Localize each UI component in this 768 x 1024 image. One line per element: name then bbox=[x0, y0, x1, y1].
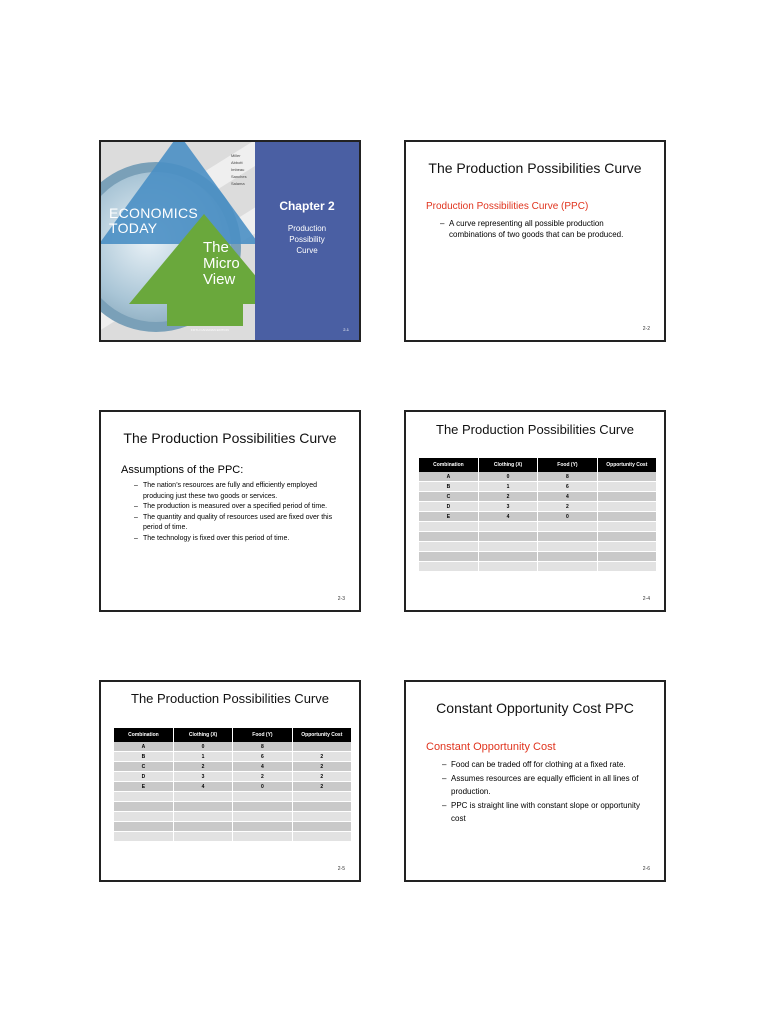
table-cell bbox=[173, 802, 232, 812]
slide-subhead: Constant Opportunity Cost bbox=[426, 741, 556, 753]
table-cell bbox=[233, 822, 292, 832]
table-cell bbox=[173, 812, 232, 822]
table-body bbox=[419, 472, 657, 572]
slide-title: The Production Possibilities Curve bbox=[436, 422, 634, 437]
chapter-title: Production Possibility Curve bbox=[287, 224, 327, 255]
slide-subhead: Production Possibilities Curve (PPC) bbox=[426, 201, 589, 212]
table-cell bbox=[597, 492, 656, 502]
column-header: Opportunity Cost bbox=[292, 728, 351, 742]
table-cell bbox=[173, 832, 232, 842]
bullet-item: – Assumes resources are equally efficient in all lines of production. bbox=[442, 773, 639, 796]
table-cell bbox=[478, 552, 537, 562]
page-number: 2-4 bbox=[642, 596, 650, 602]
table-cell: 2 bbox=[478, 492, 537, 502]
table-cell bbox=[114, 822, 173, 832]
table-row bbox=[114, 762, 352, 772]
ppc-table bbox=[419, 458, 657, 572]
table-cell bbox=[597, 532, 656, 542]
table-cell: A bbox=[419, 472, 478, 482]
bullet-item: – The technology is fixed over this period of time. bbox=[134, 534, 290, 542]
table-cell bbox=[597, 542, 656, 552]
table-cell bbox=[173, 822, 232, 832]
table-cell: 3 bbox=[173, 772, 232, 782]
bullet-item: – The nation’s resources are fully and efficiently employed producing just these two goods or services. bbox=[134, 482, 318, 500]
table-cell bbox=[419, 532, 478, 542]
author-list: Miller Abbott Imbeau Sanches Salama bbox=[231, 153, 247, 186]
page-number: 2-1 bbox=[343, 327, 349, 332]
table-cell: 4 bbox=[173, 782, 232, 792]
bullet-list bbox=[134, 481, 334, 544]
table-cell bbox=[538, 532, 597, 542]
column-header: Combination bbox=[114, 728, 173, 742]
slide-title: The Production Possibilities Curve bbox=[428, 160, 642, 176]
table-cell bbox=[292, 802, 351, 812]
table-row bbox=[419, 502, 657, 512]
slide-constant-opportunity-cost bbox=[404, 680, 666, 882]
table-cell: 2 bbox=[173, 762, 232, 772]
table-row bbox=[419, 542, 657, 552]
table-cell: E bbox=[419, 512, 478, 522]
slide-assumptions bbox=[99, 410, 361, 612]
table-cell: 4 bbox=[478, 512, 537, 522]
table-cell bbox=[419, 542, 478, 552]
table-cell bbox=[597, 552, 656, 562]
table-cell: D bbox=[419, 502, 478, 512]
table-cell bbox=[597, 482, 656, 492]
table-cell: 2 bbox=[292, 782, 351, 792]
table-cell: C bbox=[419, 492, 478, 502]
column-header: Combination bbox=[419, 458, 478, 472]
bullet-item: – A curve representing all possible production combinations of two goods that can be produced. bbox=[440, 219, 624, 239]
table-cell: 6 bbox=[538, 482, 597, 492]
table-row bbox=[114, 782, 352, 792]
table-cell bbox=[478, 542, 537, 552]
table-cell: 2 bbox=[233, 772, 292, 782]
table-header-row bbox=[114, 728, 352, 742]
table-cell bbox=[233, 802, 292, 812]
table-row bbox=[114, 742, 352, 752]
table-header-row bbox=[419, 458, 657, 472]
table-row bbox=[419, 512, 657, 522]
table-row bbox=[419, 532, 657, 542]
table-row bbox=[114, 832, 352, 842]
table-cell: 0 bbox=[478, 472, 537, 482]
table-cell bbox=[597, 562, 656, 572]
bullet-list bbox=[442, 758, 652, 826]
slide-title: Constant Opportunity Cost PPC bbox=[436, 700, 634, 716]
slide-title: The Production Possibilities Curve bbox=[123, 430, 337, 446]
table-cell bbox=[114, 792, 173, 802]
slide-subhead: Assumptions of the PPC: bbox=[121, 464, 244, 476]
table-cell bbox=[419, 552, 478, 562]
table-cell bbox=[597, 502, 656, 512]
table-row bbox=[419, 552, 657, 562]
bullet-item: – The quantity and quality of resources used are fixed over this period of time. bbox=[134, 513, 333, 531]
table-cell bbox=[478, 532, 537, 542]
table-cell: 8 bbox=[233, 742, 292, 752]
table-cell bbox=[538, 562, 597, 572]
column-header: Clothing (X) bbox=[478, 458, 537, 472]
table-body bbox=[114, 742, 352, 842]
table-cell bbox=[478, 562, 537, 572]
table-row bbox=[114, 792, 352, 802]
page-number: 2-2 bbox=[642, 326, 650, 332]
table-row bbox=[114, 802, 352, 812]
table-cell: C bbox=[114, 762, 173, 772]
table-row bbox=[114, 772, 352, 782]
table-cell: 0 bbox=[173, 742, 232, 752]
table-cell: 0 bbox=[233, 782, 292, 792]
table-cell bbox=[292, 812, 351, 822]
book-title: ECONOMICS TODAY bbox=[109, 205, 199, 236]
page-number: 2-5 bbox=[337, 866, 345, 872]
table-cell bbox=[292, 832, 351, 842]
table-cell bbox=[538, 522, 597, 532]
table-row bbox=[419, 492, 657, 502]
table-row bbox=[419, 472, 657, 482]
table-cell bbox=[292, 822, 351, 832]
table-cell: 4 bbox=[233, 762, 292, 772]
table-cell: 1 bbox=[478, 482, 537, 492]
table-cell: A bbox=[114, 742, 173, 752]
table-cell: E bbox=[114, 782, 173, 792]
table-cell bbox=[233, 792, 292, 802]
table-cell bbox=[419, 562, 478, 572]
table-cell bbox=[173, 792, 232, 802]
table-row bbox=[114, 752, 352, 762]
table-row bbox=[114, 822, 352, 832]
slide-cover bbox=[99, 140, 361, 342]
column-header: Clothing (X) bbox=[173, 728, 232, 742]
table-cell: 8 bbox=[538, 472, 597, 482]
bullet-item: – PPC is straight line with constant slope or opportunity cost bbox=[442, 800, 640, 823]
table-cell bbox=[114, 812, 173, 822]
table-row bbox=[114, 812, 352, 822]
table-cell bbox=[292, 792, 351, 802]
bullet-list bbox=[440, 218, 645, 240]
column-header: Opportunity Cost bbox=[597, 458, 656, 472]
table-cell: 0 bbox=[538, 512, 597, 522]
table-cell bbox=[597, 512, 656, 522]
table-cell: 2 bbox=[292, 762, 351, 772]
book-subtitle: The Micro View bbox=[203, 239, 240, 288]
table-cell: 6 bbox=[233, 752, 292, 762]
page-number: 2-6 bbox=[642, 866, 650, 872]
page-number: 2-3 bbox=[337, 596, 345, 602]
slide-ppc-definition bbox=[404, 140, 666, 342]
bullet-item: – The production is measured over a specified period of time. bbox=[134, 503, 328, 510]
bullet-item: – Food can be traded off for clothing at a fixed rate. bbox=[442, 760, 626, 769]
slide-title: The Production Possibilities Curve bbox=[131, 691, 329, 706]
table-cell bbox=[538, 542, 597, 552]
table-cell: B bbox=[419, 482, 478, 492]
column-header: Food (Y) bbox=[538, 458, 597, 472]
table-cell bbox=[292, 742, 351, 752]
book-cover-image bbox=[101, 142, 255, 340]
column-header: Food (Y) bbox=[233, 728, 292, 742]
table-cell: 2 bbox=[538, 502, 597, 512]
table-cell: B bbox=[114, 752, 173, 762]
table-cell bbox=[233, 812, 292, 822]
table-cell: D bbox=[114, 772, 173, 782]
chapter-panel bbox=[255, 142, 359, 340]
table-row bbox=[419, 482, 657, 492]
table-cell bbox=[233, 832, 292, 842]
table-row bbox=[419, 562, 657, 572]
table-cell: 3 bbox=[478, 502, 537, 512]
table-cell: 1 bbox=[173, 752, 232, 762]
table-cell bbox=[538, 552, 597, 562]
table-cell bbox=[114, 802, 173, 812]
table-cell bbox=[597, 522, 656, 532]
chapter-number: Chapter 2 bbox=[279, 199, 335, 213]
table-cell bbox=[114, 832, 173, 842]
table-cell bbox=[597, 472, 656, 482]
table-cell: 4 bbox=[538, 492, 597, 502]
table-cell: 2 bbox=[292, 772, 351, 782]
slide-table-empty-cost bbox=[404, 410, 666, 612]
ppc-table bbox=[114, 728, 352, 842]
table-cell bbox=[419, 522, 478, 532]
slide-table-with-cost bbox=[99, 680, 361, 882]
edition-label: FIFTH CANADIAN EDITION bbox=[191, 328, 229, 332]
table-cell bbox=[478, 522, 537, 532]
table-row bbox=[419, 522, 657, 532]
table-cell: 2 bbox=[292, 752, 351, 762]
